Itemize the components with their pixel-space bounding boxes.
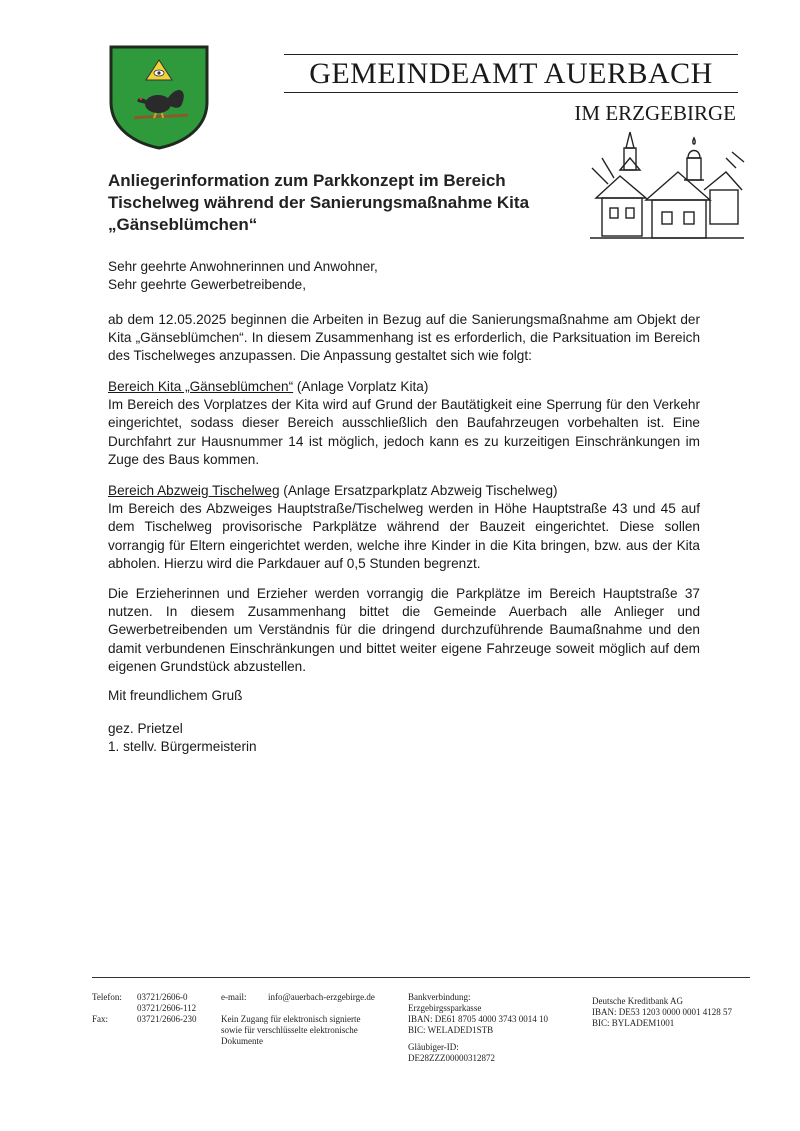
footer-notice-line: sowie für verschlüsselte elektronische — [221, 1025, 358, 1035]
footer-phone: 03721/2606-0 — [137, 992, 188, 1002]
town-sketch-icon — [586, 128, 746, 248]
section-kita — [108, 378, 700, 469]
footer-bank-name: Deutsche Kreditbank AG — [592, 996, 683, 1006]
footer-email-link[interactable]: info@auerbach-erzgebirge.de — [268, 992, 375, 1002]
section-heading-title: Bereich Abzweig Tischelweg — [108, 483, 280, 498]
footer-fax-label: Fax: — [92, 1014, 109, 1024]
salutation — [108, 258, 700, 294]
header-rule-bottom — [284, 92, 738, 93]
section-heading-note: (Anlage Ersatzparkplatz Abzweig Tischelweg) — [279, 483, 558, 498]
section-heading-note: (Anlage Vorplatz Kita) — [293, 379, 429, 394]
greeting: Mit freundlichem Gruß — [108, 688, 243, 703]
coat-of-arms-icon — [108, 44, 210, 150]
footer-creditor — [408, 1042, 578, 1064]
signature — [108, 720, 700, 756]
footer-email-label: e-mail: — [221, 992, 247, 1002]
footer-bank-iban: IBAN: DE53 1203 0000 0001 4128 57 — [592, 1007, 732, 1017]
footer-bank-bic: BIC: BYLADEM1001 — [592, 1018, 675, 1028]
section-text: Im Bereich des Vorplatzes der Kita wird auf Grund der Bautätigkeit eine Sperrung für den Verkehr eingerichtet, sodass dieser Bereich ausschließlich den Baufahrzeugen vorbehalten ist. Eine Durchfahrt zur Hausnummer 14 ist möglich, jedoch kann es zu kurzeitigen Einschränkungen im Zuge des Baus kommen. — [108, 397, 700, 467]
office-name: GEMEINDEAMT AUERBACH — [309, 57, 713, 90]
closing-paragraph: Die Erzieherinnen und Erzieher werden vorrangig die Parkplätze im Bereich Hauptstraße 37 nutzen. In diesem Zusammenhang bittet die Gemeinde Auerbach alle Anlieger und Gewerbetreibenden um Verständnis für die dringend durchzuführende Baumaßnahme und den damit verbundenen Einschränkungen und bittet weiter eigene Fahrzeuge soweit möglich auf dem eigenen Grundstück abzustellen. — [108, 586, 700, 674]
footer-bank-iban: IBAN: DE61 8705 4000 3743 0014 10 — [408, 1014, 548, 1024]
footer-phone-numbers — [137, 992, 197, 1025]
signature-title: 1. stellv. Bürgermeisterin — [108, 739, 257, 755]
section-heading — [108, 482, 700, 500]
salutation-line: Sehr geehrte Anwohnerinnen und Anwohner, — [108, 259, 378, 274]
signature-name: gez. Prietzel — [108, 721, 183, 736]
footer-creditor-label: Gläubiger-ID: — [408, 1042, 459, 1052]
footer-phone-label: Telefon: — [92, 992, 122, 1002]
footer-fax: 03721/2606-230 — [137, 1014, 197, 1024]
office-subtitle: IM ERZGEBIRGE — [574, 101, 736, 125]
salutation-line: Sehr geehrte Gewerbetreibende, — [108, 277, 306, 293]
section-text: Im Bereich des Abzweiges Hauptstraße/Tischelweg werden in Höhe Hauptstraße 43 und 45 auf dem Tischelweg provisorische Parkplätze während der Bauzeit eingerichtet. Diese sollen vorrangig für Eltern eingerichtet werden, welche ihre Kinder in die Kita bringen, bzw. aus der Kita abholen. Hierzu wird die Parkdauer auf 0,5 Stunden begrenzt. — [108, 501, 700, 571]
section-heading — [108, 378, 700, 396]
letter-subject: Anliegerinformation zum Parkkonzept im Bereich Tischelweg während der Sanierungsmaßnahme Kita „Gänseblümchen“ — [108, 171, 530, 234]
footer-bank-bic: BIC: WELADED1STB — [408, 1025, 494, 1035]
footer-bank2 — [592, 996, 750, 1029]
footer-rule — [92, 977, 750, 978]
footer-notice-line: Dokumente — [221, 1036, 263, 1046]
footer-notice-line: Kein Zugang für elektronisch signierte — [221, 1014, 361, 1024]
section-heading-title: Bereich Kita „Gänseblümchen“ — [108, 379, 294, 394]
footer-notice — [221, 1014, 391, 1047]
footer-bank-name: Erzgebirgssparkasse — [408, 1003, 482, 1013]
footer-creditor-id: DE28ZZZ00000312872 — [408, 1053, 495, 1063]
footer-phone: 03721/2606-112 — [137, 1003, 197, 1013]
intro-paragraph: ab dem 12.05.2025 beginnen die Arbeiten in Bezug auf die Sanierungsmaßnahme am Objekt der Kita „Gänseblümchen“. In diesem Zusammenhang ist es erforderlich, die Parksituation im Bereich des Tischelweges anzupassen. Die Anpassung gestaltet sich wie folgt: — [108, 312, 700, 364]
footer-bank-label: Bankverbindung: — [408, 992, 471, 1002]
section-abzweig — [108, 482, 700, 573]
footer-bank1 — [408, 992, 578, 1036]
